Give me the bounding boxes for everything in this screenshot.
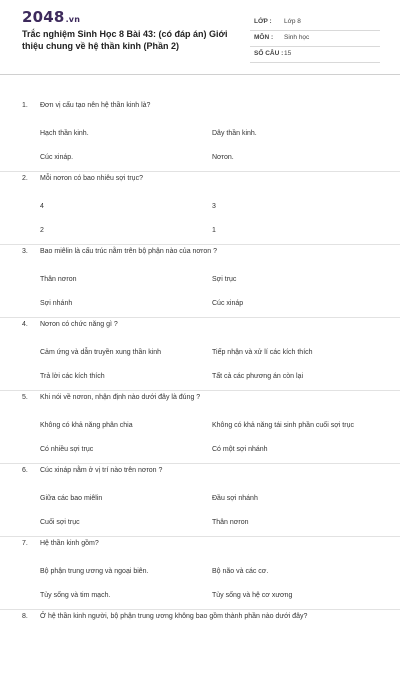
quiz-meta [250, 16, 380, 64]
question-number: 8. [22, 613, 28, 620]
answer-option-c[interactable]: Cuối sợi trục [40, 519, 80, 526]
question-6 [0, 467, 400, 540]
question-number: 3. [22, 248, 28, 255]
answer-option-d[interactable]: 1 [212, 227, 216, 234]
page-header [0, 0, 400, 72]
answer-option-d[interactable]: Cúc xináp [212, 300, 244, 307]
question-3 [0, 248, 400, 321]
answer-option-b[interactable]: Không có khả năng tái sinh phần cuối sợi trục [212, 422, 354, 429]
answer-option-b[interactable]: Bộ não và các cơ. [212, 568, 269, 575]
answer-option-b[interactable]: Đầu sợi nhánh [212, 495, 258, 502]
site-logo[interactable] [22, 8, 80, 26]
question-divider [0, 171, 400, 172]
answer-option-c[interactable]: 2 [40, 227, 44, 234]
answer-option-c[interactable]: Tủy sống và tim mạch. [40, 592, 111, 599]
answer-option-d[interactable]: Tủy sống và hệ cơ xương [212, 592, 293, 599]
answer-option-c[interactable]: Trả lời các kích thích [40, 373, 105, 380]
question-text: Nơron có chức năng gì ? [40, 321, 118, 328]
answer-option-b[interactable]: Sợi trục [212, 276, 237, 283]
question-divider [0, 536, 400, 537]
question-divider [0, 244, 400, 245]
question-text: Hệ thần kinh gồm? [40, 540, 99, 547]
question-text: Cúc xináp nằm ở vị trí nào trên nơron ? [40, 467, 163, 474]
meta-value: 15 [284, 50, 292, 57]
question-text: Bao miêlin là cấu trúc nằm trên bộ phận nào của nơron ? [40, 248, 217, 255]
meta-row-question-count [250, 48, 380, 63]
question-number: 5. [22, 394, 28, 401]
answer-option-d[interactable]: Có một sợi nhánh [212, 446, 268, 453]
question-1 [0, 102, 400, 175]
question-5 [0, 394, 400, 467]
answer-option-a[interactable]: 4 [40, 203, 44, 210]
header-divider [0, 74, 400, 75]
question-text: Mỗi nơron có bao nhiêu sợi trục? [40, 175, 143, 182]
answer-option-b[interactable]: Dây thần kinh. [212, 130, 257, 137]
answer-option-c[interactable]: Có nhiều sợi trục [40, 446, 94, 453]
answer-option-b[interactable]: Tiếp nhận và xử lí các kích thích [212, 349, 313, 356]
question-number: 2. [22, 175, 28, 182]
meta-row-subject [250, 32, 380, 47]
page-title: Trắc nghiệm Sinh Học 8 Bài 43: (có đáp án) Giới thiệu chung về hệ thần kinh (Phần 2) [22, 29, 228, 51]
question-text: Khi nói về nơron, nhận định nào dưới đây là đúng ? [40, 394, 201, 401]
question-4 [0, 321, 400, 394]
meta-label: LỚP : [254, 18, 272, 25]
meta-row-grade [250, 16, 380, 31]
question-7 [0, 540, 400, 613]
question-divider [0, 609, 400, 610]
meta-label: SỐ CÂU : [254, 50, 284, 57]
answer-option-d[interactable]: Thân nơron [212, 519, 249, 526]
question-divider [0, 317, 400, 318]
question-8 [0, 613, 400, 686]
answer-option-a[interactable]: Thân nơron [40, 276, 77, 283]
answer-option-a[interactable]: Bộ phận trung ương và ngoại biên. [40, 568, 149, 575]
answer-option-c[interactable]: Cúc xináp. [40, 154, 74, 161]
meta-label: MÔN : [254, 34, 274, 41]
question-list [0, 102, 400, 686]
question-number: 4. [22, 321, 28, 328]
answer-option-d[interactable]: Tất cả các phương án còn lại [212, 373, 303, 380]
question-text: Ở hệ thần kinh người, bộ phận trung ương không bao gồm thành phần nào dưới đây? [40, 613, 308, 620]
question-number: 1. [22, 102, 28, 109]
logo-main-text: 2048 [22, 8, 65, 26]
question-text: Đơn vị cấu tạo nên hệ thần kinh là? [40, 102, 151, 109]
question-number: 6. [22, 467, 28, 474]
answer-option-a[interactable]: Cảm ứng và dẫn truyền xung thần kinh [40, 349, 162, 356]
question-2 [0, 175, 400, 248]
answer-option-c[interactable]: Sợi nhánh [40, 300, 73, 307]
answer-option-b[interactable]: 3 [212, 203, 216, 210]
question-number: 7. [22, 540, 28, 547]
answer-option-a[interactable]: Giữa các bao miêlin [40, 495, 103, 502]
answer-option-a[interactable]: Hạch thần kinh. [40, 130, 89, 137]
question-divider [0, 390, 400, 391]
answer-option-a[interactable]: Không có khả năng phân chia [40, 422, 133, 429]
meta-value: Sinh học [284, 34, 310, 41]
meta-value: Lớp 8 [284, 18, 301, 25]
answer-option-d[interactable]: Nơron. [212, 154, 234, 161]
question-divider [0, 463, 400, 464]
logo-sub-text: .vn [65, 15, 81, 24]
